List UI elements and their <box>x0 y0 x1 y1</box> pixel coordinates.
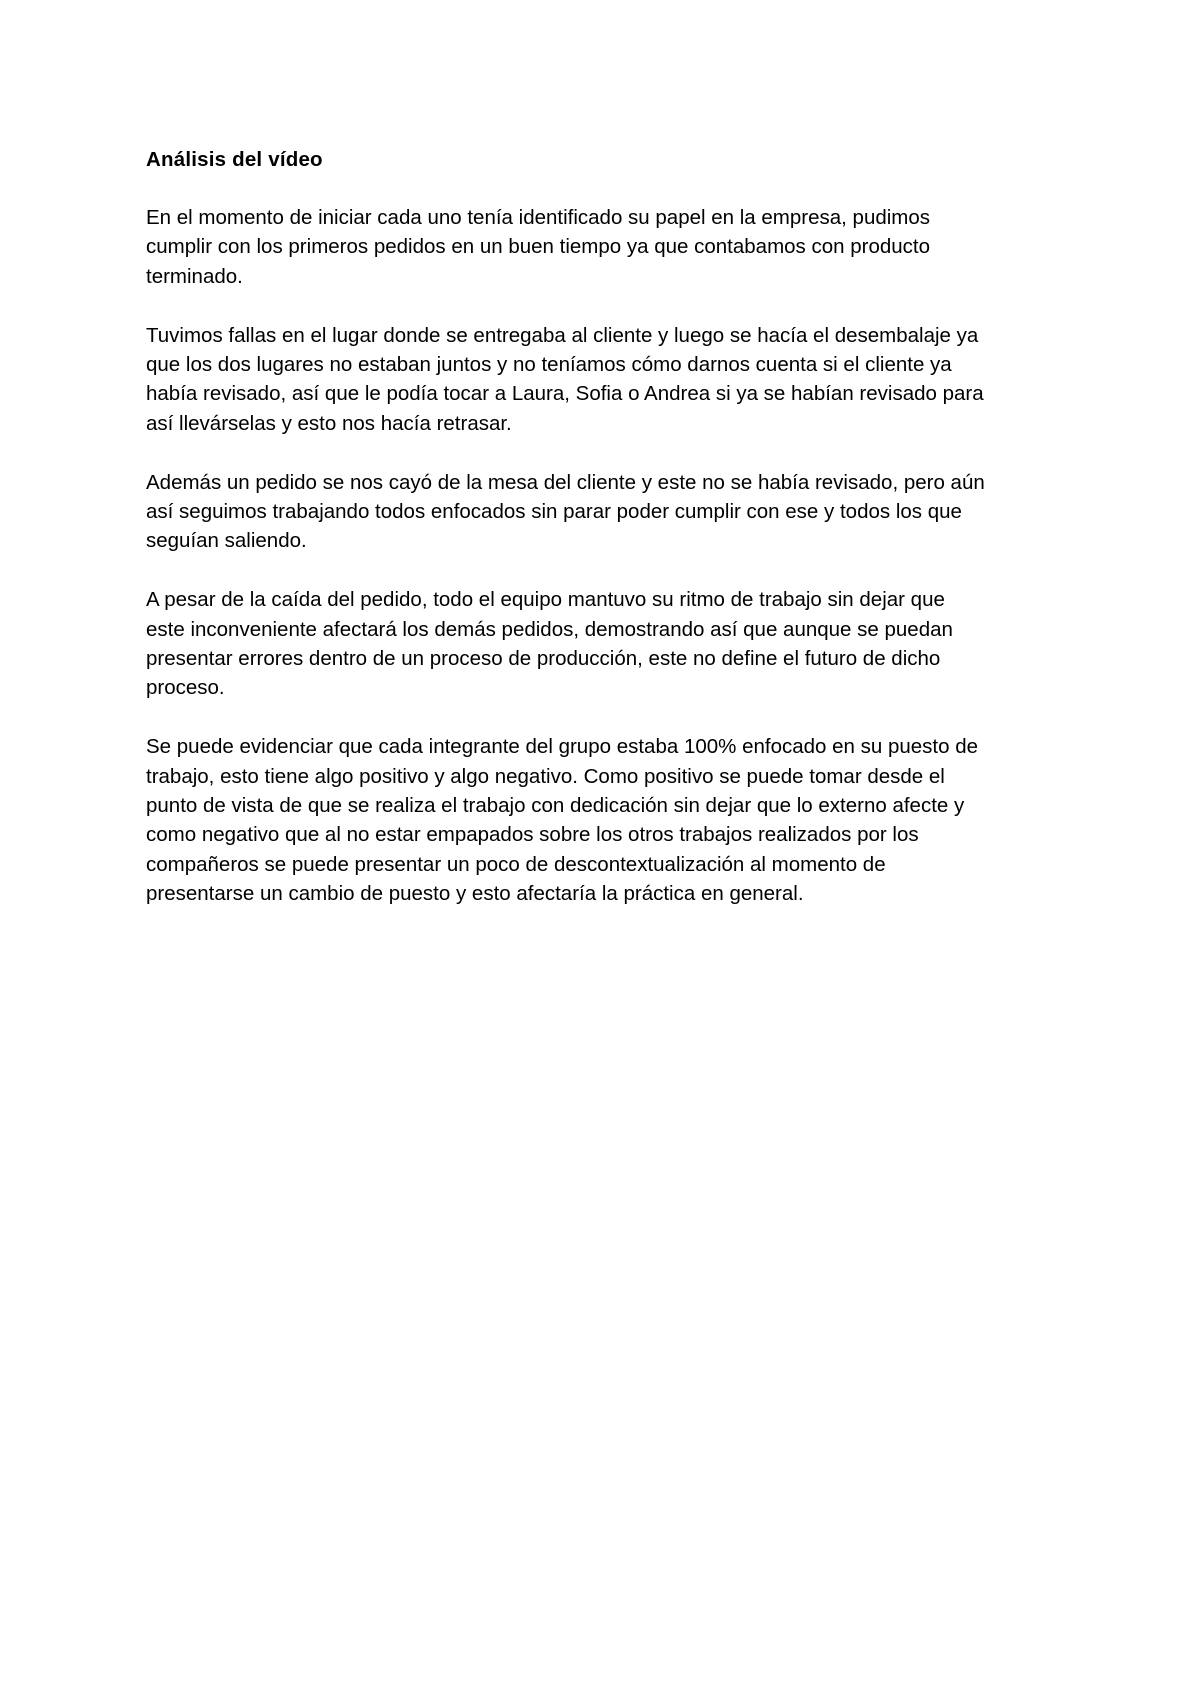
paragraph-line: proceso. <box>146 676 225 700</box>
paragraph-3 <box>146 468 1076 556</box>
paragraph-line: como negativo que al no estar empapados sobre los otros trabajos realizados por los <box>146 823 919 847</box>
paragraph-line: que los dos lugares no estaban juntos y no teníamos cómo darnos cuenta si el cliente ya <box>146 353 952 377</box>
paragraph-line: En el momento de iniciar cada uno tenía identificado su papel en la empresa, pudimos <box>146 206 931 229</box>
paragraph-4 <box>146 585 1076 703</box>
paragraph-line: trabajo, esto tiene algo positivo y algo negativo. Como positivo se puede tomar desde el <box>146 764 945 788</box>
paragraph-line: Se puede evidenciar que cada integrante del grupo estaba 100% enfocado en su puesto de <box>146 735 979 759</box>
document-body <box>146 145 1076 938</box>
paragraph-5 <box>146 732 1076 908</box>
paragraph-line: Tuvimos fallas en el lugar donde se entregaba al cliente y luego se hacía el desembalaje ya <box>146 323 979 347</box>
paragraph-line: A pesar de la caída del pedido, todo el equipo mantuvo su ritmo de trabajo sin dejar que <box>146 588 945 612</box>
paragraph-line: presentar errores dentro de un proceso de producción, este no define el futuro de dicho <box>146 647 941 671</box>
paragraph-2 <box>146 321 1076 439</box>
paragraph-line: punto de vista de que se realiza el trabajo con dedicación sin dejar que lo externo afecte y <box>146 794 965 818</box>
paragraph-line: terminado. <box>146 264 243 288</box>
paragraph-line: Además un pedido se nos cayó de la mesa del cliente y este no se había revisado, pero aún <box>146 470 985 494</box>
paragraph-line: cumplir con los primeros pedidos en un buen tiempo ya que contabamos con producto <box>146 235 931 259</box>
document-title: Análisis del vídeo <box>146 148 323 171</box>
paragraph-line: compañeros se puede presentar un poco de descontextualización al momento de <box>146 852 886 876</box>
paragraph-1 <box>146 203 1076 291</box>
paragraph-line: este inconveniente afectará los demás pedidos, demostrando así que aunque se puedan <box>146 617 953 641</box>
paragraph-line: así seguimos trabajando todos enfocados sin parar poder cumplir con ese y todos los que <box>146 500 962 524</box>
paragraph-line: presentarse un cambio de puesto y esto afectaría la práctica en general. <box>146 882 804 906</box>
paragraph-line: había revisado, así que le podía tocar a Laura, Sofia o Andrea si ya se habían revisado para <box>146 382 984 406</box>
paragraph-line: seguían saliendo. <box>146 529 307 553</box>
paragraph-line: así llevárselas y esto nos hacía retrasar. <box>146 411 512 435</box>
